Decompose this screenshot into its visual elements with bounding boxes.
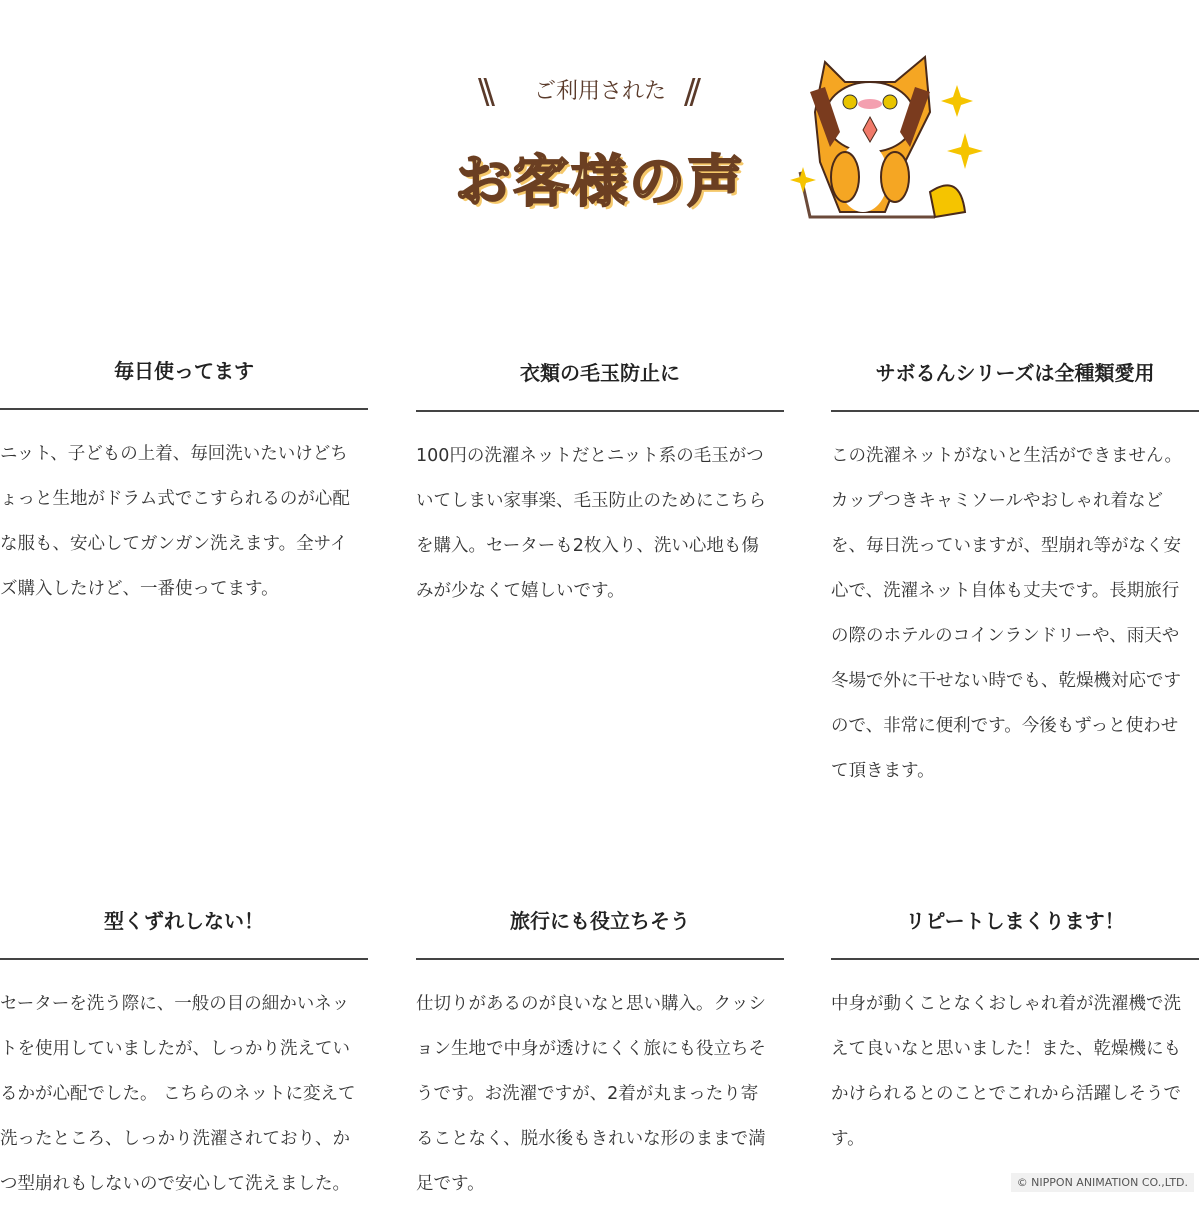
review-text-line: えて良いなと思いました！また、乾燥機にも	[831, 1039, 1181, 1059]
review-text-line: ょっと生地がドラム式でこすられるのが心配	[0, 489, 350, 509]
review-text-line: ニット、子どもの上着、毎回洗いたいけどち	[0, 444, 348, 464]
review-title: 型くずれしない！	[0, 884, 368, 960]
review-text-line: す。	[831, 1129, 865, 1149]
review-text-line: ズ購入したけど、一番使ってます。	[0, 579, 279, 599]
review-text-line: 仕切りがあるのが良いなと思い購入。クッシ	[416, 994, 766, 1014]
review-title: サボるんシリーズは全種類愛用	[831, 336, 1199, 412]
review-text-line: て頂きます。	[831, 761, 935, 781]
review-text-line: セーターを洗う際に、一般の目の細かいネッ	[0, 994, 350, 1014]
review-text-line: ョン生地で中身が透けにくく旅にも役立ちそ	[416, 1039, 766, 1059]
review-text-line: かけられるとのことでこれから活躍しそうで	[831, 1084, 1181, 1104]
review-card	[416, 884, 784, 1207]
review-text-line: トを使用していましたが、しっかり洗えてい	[0, 1039, 350, 1059]
review-text-line: 洗ったところ、しっかり洗濯されており、か	[0, 1129, 350, 1149]
raccoon-mascot-illustration	[785, 52, 985, 222]
review-title: 衣類の毛玉防止に	[416, 336, 784, 412]
review-text-line: カップつきキャミソールやおしゃれ着など	[831, 491, 1163, 511]
review-text-line: 心で、洗濯ネット自体も丈夫です。長期旅行	[831, 581, 1180, 601]
review-card	[0, 334, 368, 612]
decorative-slash-right: //	[684, 72, 695, 112]
review-text-line: つ型崩れもしないので安心して洗えました。	[0, 1174, 350, 1194]
review-text-line: 冬場で外に干せない時でも、乾燥機対応です	[831, 671, 1181, 691]
review-text-line: うです。お洗濯ですが、2着が丸まったり寄	[416, 1084, 759, 1104]
review-text-line: を購入。セーターも2枚入り、洗い心地も傷	[416, 536, 759, 556]
review-text-line: ることなく、脱水後もきれいな形のままで満	[416, 1129, 766, 1149]
review-card	[416, 336, 784, 614]
review-card	[831, 884, 1199, 1162]
section-header	[0, 0, 1200, 260]
review-text-line: 足です。	[416, 1174, 485, 1194]
review-title: 旅行にも役立ちそう	[416, 884, 784, 960]
review-text-line: るかが心配でした。 こちらのネットに変えて	[0, 1084, 356, 1104]
copyright-notice: © NIPPON ANIMATION CO.,LTD.	[1011, 1173, 1194, 1192]
decorative-slash-left: \\	[478, 72, 489, 112]
review-text-line: 中身が動くことなくおしゃれ着が洗濯機で洗	[831, 994, 1181, 1014]
review-card	[831, 336, 1199, 794]
review-text-line: この洗濯ネットがないと生活ができません。	[831, 446, 1183, 466]
review-title: 毎日使ってます	[0, 334, 368, 410]
review-text-line: ので、非常に便利です。今後もずっと使わせ	[831, 716, 1179, 736]
header-subtitle: ご利用された	[533, 79, 666, 104]
review-text-line: いてしまい家事楽、毛玉防止のためにこちら	[416, 491, 766, 511]
review-text-line: を、毎日洗っていますが、型崩れ等がなく安	[831, 536, 1181, 556]
review-text-line: の際のホテルのコインランドリーや、雨天や	[831, 626, 1180, 646]
review-text-line: みが少なくて嬉しいです。	[416, 581, 625, 601]
review-text-line: な服も、安心してガンガン洗えます。全サイ	[0, 534, 348, 554]
review-text-line: 100円の洗濯ネットだとニット系の毛玉がつ	[416, 446, 764, 466]
review-card	[0, 884, 368, 1207]
page-title: お客様の声	[455, 150, 745, 215]
review-title: リピートしまくります！	[831, 884, 1199, 960]
